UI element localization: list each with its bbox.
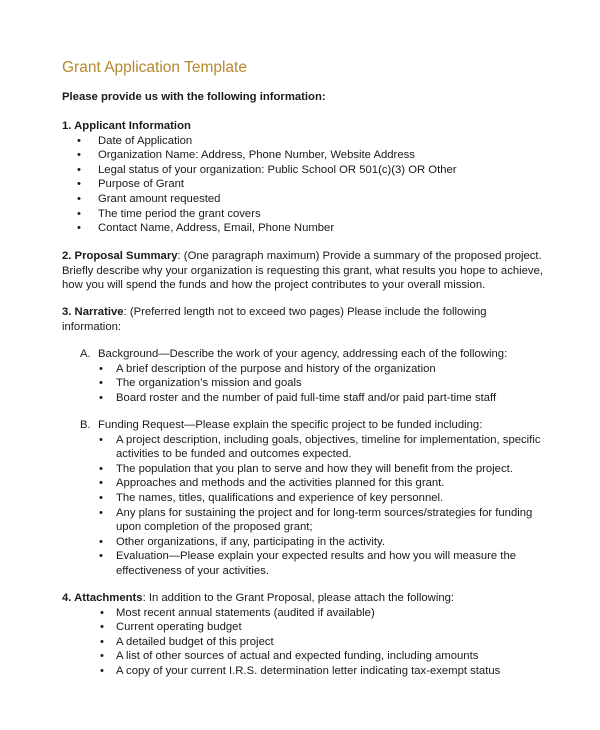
- list-item: • Evaluation—Please explain your expected results and how you will measure the effectiveness of your activities.: [99, 550, 517, 577]
- bullet-icon: •: [77, 192, 81, 205]
- bullet-icon: •: [100, 650, 104, 663]
- list-item: • Grant amount requested: [77, 192, 221, 205]
- list-item: • A copy of your current I.R.S. determination letter indicating tax-exempt status: [100, 664, 501, 677]
- section-applicant: [62, 119, 582, 236]
- bullet-icon: •: [77, 134, 81, 147]
- bullet-icon: •: [77, 178, 81, 191]
- list-item: • Most recent annual statements (audited if available): [100, 606, 375, 619]
- bullet-icon: •: [99, 491, 103, 504]
- bullet-icon: •: [99, 391, 103, 404]
- list-item: • Other organizations, if any, participating in the activity.: [99, 535, 385, 548]
- section-heading: 4. Attachments: [62, 592, 143, 604]
- attachments-list: [62, 606, 582, 679]
- subsection-heading: Background—Describe the work of your agency, addressing each of the following:: [98, 348, 508, 360]
- list-item: • Current operating budget: [100, 621, 242, 634]
- bullet-icon: •: [100, 635, 104, 648]
- bullet-icon: •: [99, 433, 103, 446]
- bullet-icon: •: [77, 207, 81, 220]
- subsection-funding: [80, 418, 580, 579]
- list-item: • Contact Name, Address, Email, Phone Number: [77, 222, 335, 235]
- list-item: • The names, titles, qualifications and experience of key personnel.: [99, 491, 444, 504]
- bullet-icon: •: [99, 377, 103, 390]
- paragraph-line: information:: [62, 320, 122, 333]
- bullet-icon: •: [99, 462, 103, 475]
- applicant-list: [62, 134, 582, 236]
- list-item: • The population that you plan to serve and how they will benefit from the project.: [99, 462, 513, 475]
- bullet-icon: •: [100, 606, 104, 619]
- subsection-letter: B.: [80, 419, 91, 431]
- list-item: • Approaches and methods and the activities planned for this grant.: [99, 477, 445, 490]
- list-item: • A brief description of the purpose and history of the organization: [99, 362, 436, 375]
- section-heading: 3. Narrative: [62, 306, 124, 318]
- subsection-background: [80, 347, 580, 405]
- bullet-icon: •: [99, 535, 103, 548]
- list-item: • Legal status of your organization: Public School OR 501(c)(3) OR Other: [77, 163, 457, 176]
- bullet-icon: •: [99, 506, 103, 519]
- funding-list: [80, 433, 580, 579]
- section-heading: 2. Proposal Summary: [62, 250, 178, 262]
- bullet-icon: •: [77, 163, 81, 176]
- subsection-letter: A.: [80, 348, 91, 360]
- list-item: • Any plans for sustaining the project and for long-term sources/strategies for funding upon completion of the proposed grant;: [99, 506, 533, 534]
- section-heading: 1. Applicant Information: [62, 120, 191, 132]
- section-proposal: 2. Proposal Summary: (One paragraph maximum) Provide a summary of the proposed project. Briefly describe why your organization is requesting this grant, what results you hope to achieve, how you will spend the funds and how the project contributes to your overall mission.: [62, 249, 582, 293]
- intro-text: Please provide us with the following information:: [62, 91, 326, 103]
- paragraph-line: how you will spend the funds and how the project contributes to your overall mission.: [62, 279, 486, 292]
- list-item: • The organization’s mission and goals: [99, 377, 302, 390]
- background-list: [80, 362, 580, 406]
- bullet-icon: •: [77, 222, 81, 235]
- bullet-icon: •: [99, 550, 103, 563]
- bullet-icon: •: [77, 149, 81, 162]
- bullet-icon: •: [100, 664, 104, 677]
- list-item: • Date of Application: [77, 134, 193, 147]
- bullet-icon: •: [100, 621, 104, 634]
- list-item: • A list of other sources of actual and expected funding, including amounts: [100, 650, 479, 663]
- section-narrative: 3. Narrative: (Preferred length not to exceed two pages) Please include the following information:: [62, 305, 582, 334]
- list-item: • Organization Name: Address, Phone Number, Website Address: [77, 149, 415, 162]
- section-attachments: 4. Attachments: In addition to the Grant Proposal, please attach the following: • Most recent annual statements (audited if available) • Current operating budget • A detailed budget of this project • A list of other sources of actual and expected funding, including amounts • A copy of your current I.R.S. determination letter indicating tax-exempt status: [62, 591, 582, 679]
- list-item: • A detailed budget of this project: [100, 635, 274, 648]
- bullet-icon: •: [99, 477, 103, 490]
- list-item: • A project description, including goals, objectives, timeline for implementation, specific activities to be funded and outcomes expected.: [99, 433, 541, 461]
- paragraph-line: Briefly describe why your organization is requesting this grant, what results you hope to achieve,: [62, 264, 544, 277]
- list-item: • Board roster and the number of paid full-time staff and/or paid part-time staff: [99, 391, 497, 404]
- subsection-heading: Funding Request—Please explain the specific project to be funded including:: [98, 419, 483, 431]
- list-item: • The time period the grant covers: [77, 207, 261, 220]
- list-item: • Purpose of Grant: [77, 178, 185, 191]
- bullet-icon: •: [99, 362, 103, 375]
- document-title: Grant Application Template: [62, 59, 247, 76]
